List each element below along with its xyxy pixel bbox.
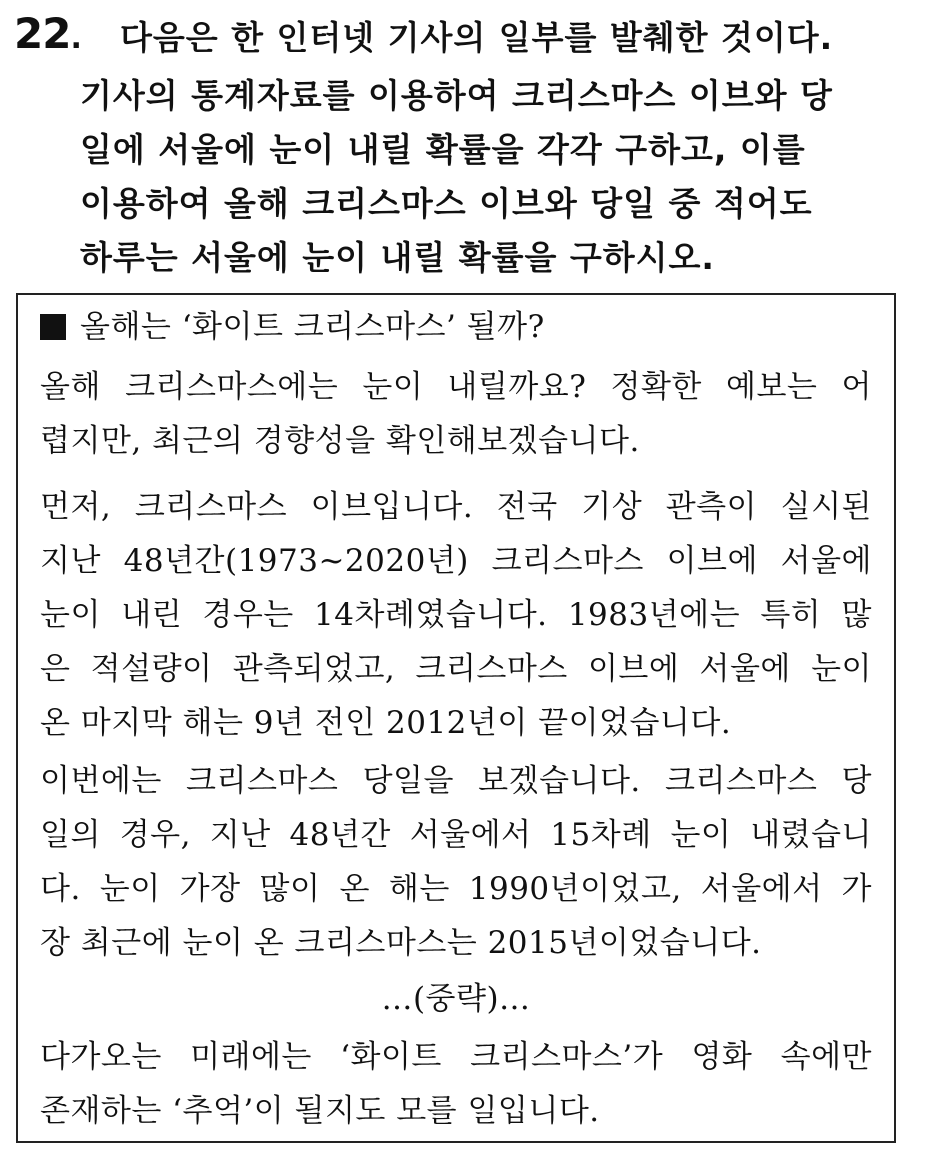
question-number-dot: . (70, 21, 81, 56)
article-closing-line-1: 다가오는 미래에는 ‘화이트 크리스마스’가 영화 속에만 (40, 1039, 872, 1075)
article-paragraph-1-line-2: 렵지만, 최근의 경향성을 확인해보겠습니다. (40, 423, 640, 459)
article-paragraph-3-line-3: 다. 눈이 가장 많이 온 해는 1990년이었고, 서울에서 가 (40, 871, 872, 907)
article-title-text: 올해는 ‘화이트 크리스마스’ 될까? (80, 309, 545, 345)
article-paragraph-2-line-2: 지난 48년간(1973~2020년) 크리스마스 이브에 서울에 (40, 543, 872, 579)
article-paragraph-3-line-4: 장 최근에 눈이 온 크리스마스는 2015년이었습니다. (40, 925, 762, 961)
question-line-5: 하루는 서울에 눈이 내릴 확률을 구하시오. (80, 238, 715, 277)
article-closing-line-2: 존재하는 ‘추억’이 될지도 모를 일입니다. (40, 1093, 600, 1129)
article-paragraph-2-line-4: 은 적설량이 관측되었고, 크리스마스 이브에 서울에 눈이 (40, 651, 872, 687)
article-paragraph-3-line-2: 일의 경우, 지난 48년간 서울에서 15차례 눈이 내렸습니 (40, 817, 872, 853)
article-title (40, 307, 545, 347)
question-line-2: 기사의 통계자료를 이용하여 크리스마스 이브와 당 (80, 76, 833, 115)
article-box (16, 293, 896, 1143)
article-paragraph-2-line-3: 눈이 내린 경우는 14차례였습니다. 1983년에는 특히 많 (40, 597, 872, 633)
question-line-3: 일에 서울에 눈이 내릴 확률을 각각 구하고, 이를 (80, 130, 806, 169)
question-number (14, 8, 81, 65)
article-ellipsis: …(중략)… (381, 981, 531, 1017)
article-paragraph-1-line-1: 올해 크리스마스에는 눈이 내릴까요? 정확한 예보는 어 (40, 369, 872, 405)
question-line-1: 다음은 한 인터넷 기사의 일부를 발췌한 것이다. (120, 18, 834, 57)
black-square-icon (40, 314, 66, 340)
question-number-value: 22 (14, 9, 71, 58)
article-paragraph-2-line-1: 먼저, 크리스마스 이브입니다. 전국 기상 관측이 실시된 (40, 489, 872, 525)
article-paragraph-2-line-5: 온 마지막 해는 9년 전인 2012년이 끝이었습니다. (40, 705, 732, 741)
question-line-4: 이용하여 올해 크리스마스 이브와 당일 중 적어도 (80, 184, 813, 223)
article-paragraph-3-line-1: 이번에는 크리스마스 당일을 보겠습니다. 크리스마스 당 (40, 763, 872, 799)
